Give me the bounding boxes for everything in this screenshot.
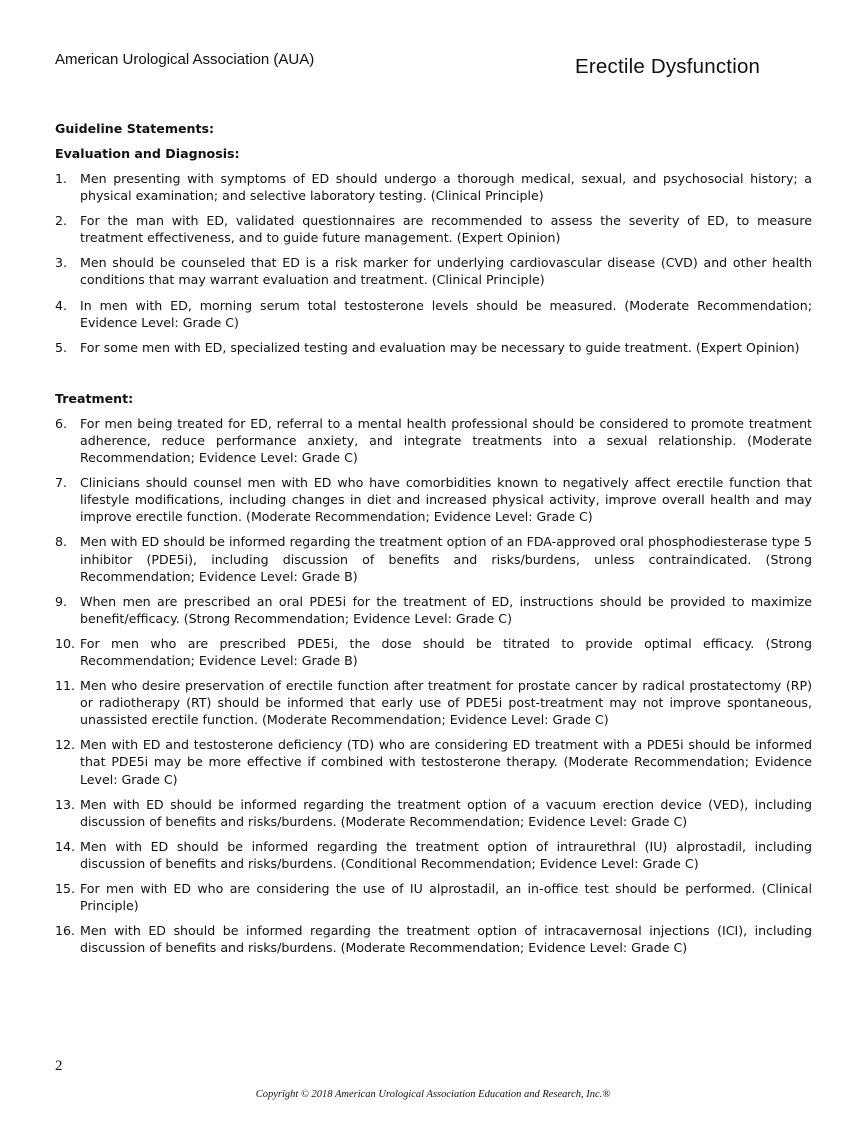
list-item — [55, 254, 812, 288]
item-number: 16. — [55, 923, 76, 939]
item-text: Clinicians should counsel men with ED who have comorbidities known to negatively affect erectile function that lifestyle modifications, including changes in diet and increased physical activity, improve overall health and may improve erectile function. (Moderate Recommendation; Evidence Level: Grade C) — [80, 475, 812, 525]
item-number: 13. — [55, 796, 76, 812]
document-title: Erectile Dysfunction — [575, 55, 761, 78]
list-item — [55, 212, 812, 246]
treatment-heading: Treatment: — [55, 390, 134, 406]
item-number: 11. — [55, 678, 76, 694]
list-item — [55, 474, 812, 525]
list-item — [55, 339, 812, 356]
item-number: 5. — [55, 339, 68, 355]
item-text: Men presenting with symptoms of ED should undergo a thorough medical, sexual, and psychosocial history; a physical examination; and selective laboratory testing. (Clinical Principle) — [80, 171, 812, 204]
item-text: Men with ED should be informed regarding the treatment option of an FDA-approved oral phosphodiesterase type 5 inhibitor (PDE5i), including discussion of benefits and risks/burdens, unless contraindicated. (Strong Recommendation; Evidence Level: Grade B) — [80, 534, 812, 584]
list-item — [55, 593, 812, 627]
copyright-notice: Copyright © 2018 American Urological Association Education and Research, Inc.® — [255, 1089, 611, 1100]
item-number: 10. — [55, 635, 76, 651]
main-content — [55, 120, 812, 964]
item-number: 3. — [55, 255, 68, 271]
treatment-list — [55, 415, 812, 957]
item-text: For men who are prescribed PDE5i, the dose should be titrated to provide optimal efficacy. (Strong Recommendation; Evidence Level: Grade B) — [80, 635, 812, 668]
item-number: 4. — [55, 297, 68, 313]
item-text: Men with ED and testosterone deficiency (TD) who are considering ED treatment with a PDE5i should be informed that PDE5i may be more effective if combined with testosterone therapy. (Moderate Recommendation; Evidence Level: Grade C) — [80, 737, 812, 787]
item-text: Men who desire preservation of erectile function after treatment for prostate cancer by radical prostatectomy (RP) or radiotherapy (RT) should be informed that early use of PDE5i post-treatment may not improve spontaneous, unassisted erectile function. (Moderate Recommendation; Evidence Level: Grade C) — [80, 678, 812, 728]
evaluation-list — [55, 170, 812, 356]
list-item — [55, 677, 812, 728]
item-text: In men with ED, morning serum total testosterone levels should be measured. (Moderate Recommendation; Evidence Level: Grade C) — [80, 297, 812, 330]
item-number: 15. — [55, 881, 76, 896]
organization-name: American Urological Association (AUA) — [55, 51, 315, 68]
item-text: When men are prescribed an oral PDE5i for the treatment of ED, instructions should be provided to maximize benefit/efficacy. (Strong Recommendation; Evidence Level: Grade C) — [80, 593, 812, 626]
page-number: 2 — [55, 1058, 63, 1074]
item-text: For some men with ED, specialized testing and evaluation may be necessary to guide treatment. (Expert Opinion) — [80, 339, 800, 355]
item-number: 7. — [55, 475, 68, 491]
item-text: Men should be counseled that ED is a risk marker for underlying cardiovascular disease (CVD) and other health conditions that may warrant evaluation and treatment. (Clinical Principle) — [80, 255, 812, 288]
item-text: For men being treated for ED, referral to a mental health professional should be considered to promote treatment adherence, reduce performance anxiety, and integrate treatments into a sexual relationship. (Moderate Recommendation; Evidence Level: Grade C) — [80, 415, 812, 466]
list-item — [55, 170, 812, 204]
item-number: 9. — [55, 593, 68, 609]
list-item — [55, 533, 812, 584]
evaluation-heading: Evaluation and Diagnosis: — [55, 146, 240, 161]
item-number: 14. — [55, 838, 76, 854]
item-number: 2. — [55, 213, 68, 229]
list-item — [55, 635, 812, 669]
list-item — [55, 880, 812, 914]
item-number: 6. — [55, 415, 68, 431]
guideline-statements-heading: Guideline Statements: — [55, 121, 215, 136]
item-number: 1. — [55, 171, 68, 186]
list-item — [55, 736, 812, 787]
list-item — [55, 838, 812, 872]
list-item — [55, 922, 812, 956]
item-text: For men with ED who are considering the use of IU alprostadil, an in-office test should be performed. (Clinical Principle) — [80, 881, 812, 914]
item-text: Men with ED should be informed regarding the treatment option of intracavernosal injections (ICI), including discussion of benefits and risks/burdens. (Moderate Recommendation; Evidence Level: Grade C) — [80, 923, 812, 956]
item-number: 8. — [55, 534, 68, 550]
item-text: Men with ED should be informed regarding the treatment option of a vacuum erection device (VED), including discussion of benefits and risks/burdens. (Moderate Recommendation; Evidence Level: Grade C) — [80, 796, 812, 829]
list-item — [55, 415, 812, 466]
item-text: Men with ED should be informed regarding the treatment option of intraurethral (IU) alprostadil, including discussion of benefits and risks/burdens. (Conditional Recommendation; Evidence Level: Grade C) — [80, 838, 812, 871]
item-text: For the man with ED, validated questionnaires are recommended to assess the severity of ED, to measure treatment effectiveness, and to guide future management. (Expert Opinion) — [80, 213, 812, 246]
item-number: 12. — [55, 737, 76, 753]
list-item — [55, 297, 812, 331]
list-item — [55, 796, 812, 830]
